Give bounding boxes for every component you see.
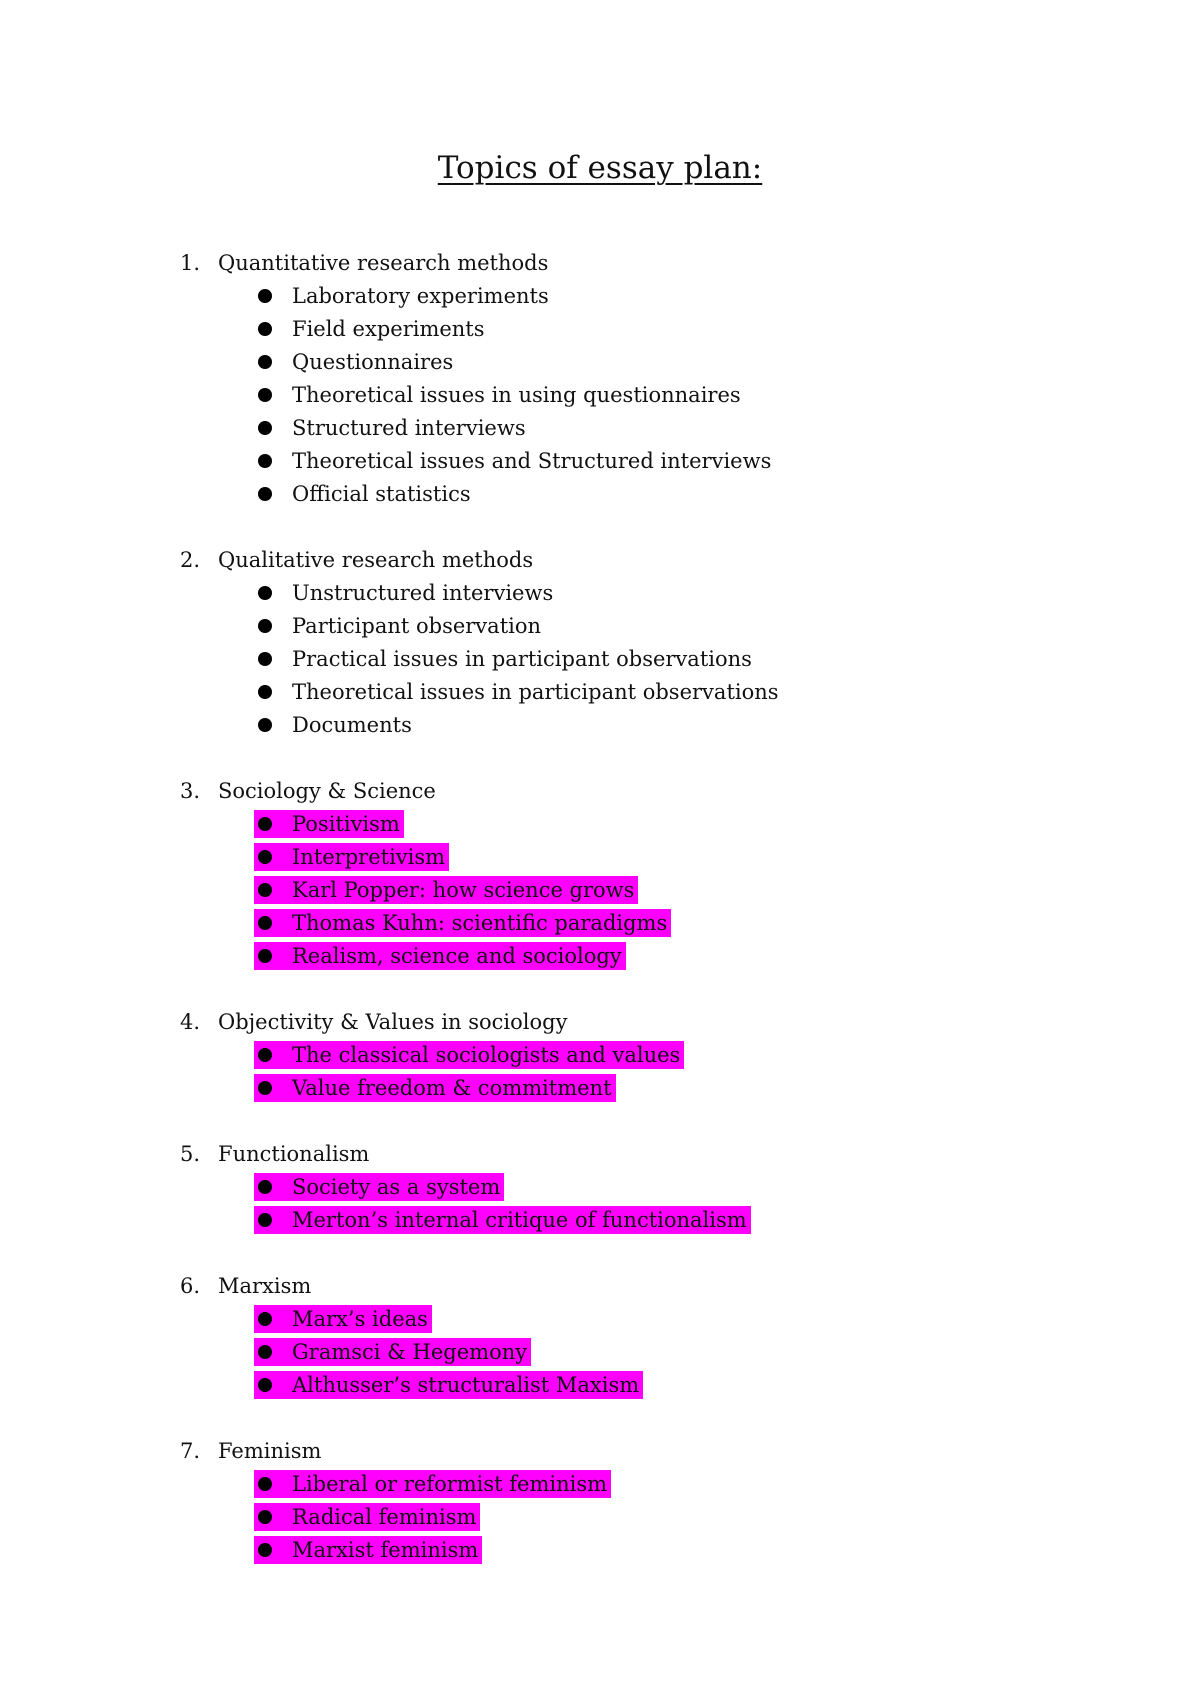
bullet-icon: [258, 718, 272, 732]
bullet-icon: [258, 949, 272, 963]
highlighted-text: [254, 1206, 751, 1234]
list-item-label: Official statistics: [292, 481, 471, 506]
bullet-icon: [258, 322, 272, 336]
list-item-content: [254, 381, 745, 409]
bullet-icon: [258, 850, 272, 864]
list-item-content: [254, 348, 457, 376]
bullet-icon: [258, 685, 272, 699]
subtopic-list: [180, 807, 1140, 972]
bullet-icon: [258, 652, 272, 666]
list-item-label: Liberal or reformist feminism: [292, 1471, 608, 1496]
list-item: [180, 444, 1140, 477]
list-item: [180, 279, 1140, 312]
list-item-label: Interpretivism: [292, 844, 446, 869]
list-item-content: [254, 447, 775, 475]
topic-section: [180, 543, 1140, 741]
bullet-icon: [258, 1477, 272, 1491]
list-item-label: Theoretical issues and Structured interviews: [292, 448, 772, 473]
topic-title: Objectivity & Values in sociology: [218, 1009, 568, 1034]
list-item: [180, 1170, 1140, 1203]
list-item: [180, 1533, 1140, 1566]
list-item-content: [254, 480, 475, 508]
topic-number: 1.: [180, 250, 201, 275]
list-item-label: Gramsci & Hegemony: [292, 1339, 528, 1364]
topic-section: [180, 1269, 1140, 1401]
list-item: [180, 1467, 1140, 1500]
list-item: [180, 873, 1140, 906]
bullet-icon: [258, 817, 272, 831]
highlighted-text: [254, 1041, 684, 1069]
bullet-icon: [258, 883, 272, 897]
list-item: [180, 642, 1140, 675]
topic-section: [180, 1137, 1140, 1236]
list-item: [180, 345, 1140, 378]
list-item: [180, 1038, 1140, 1071]
highlighted-text: [254, 810, 404, 838]
highlighted-text: [254, 1470, 611, 1498]
highlighted-text: [254, 1503, 480, 1531]
list-item-content: [254, 645, 756, 673]
topic-heading: [180, 246, 1140, 279]
subtopic-list: [180, 1170, 1140, 1236]
list-item-label: Structured interviews: [292, 415, 526, 440]
list-item: [180, 840, 1140, 873]
list-item: [180, 1203, 1140, 1236]
bullet-icon: [258, 421, 272, 435]
bullet-icon: [258, 586, 272, 600]
list-item: [180, 807, 1140, 840]
list-item-label: Field experiments: [292, 316, 485, 341]
highlighted-text: [254, 909, 671, 937]
topic-title: Quantitative research methods: [218, 250, 549, 275]
list-item: [180, 675, 1140, 708]
topic-heading: [180, 1137, 1140, 1170]
bullet-icon: [258, 1081, 272, 1095]
list-item-label: The classical sociologists and values: [292, 1042, 681, 1067]
bullet-icon: [258, 1378, 272, 1392]
bullet-icon: [258, 355, 272, 369]
bullet-icon: [258, 454, 272, 468]
list-item: [180, 1071, 1140, 1104]
list-item-content: [254, 414, 530, 442]
topic-title: Feminism: [218, 1438, 322, 1463]
topic-heading: [180, 1434, 1140, 1467]
list-item-label: Positivism: [292, 811, 400, 836]
topic-number: 3.: [180, 778, 201, 803]
list-item: [180, 939, 1140, 972]
list-item: [180, 708, 1140, 741]
list-item-label: Merton’s internal critique of functionalism: [292, 1207, 747, 1232]
topic-section: [180, 774, 1140, 972]
topic-list: [180, 246, 1140, 1599]
list-item-label: Value freedom & commitment: [292, 1075, 612, 1100]
highlighted-text: [254, 942, 626, 970]
list-item: [180, 378, 1140, 411]
list-item-content: [254, 282, 553, 310]
list-item-label: Radical feminism: [292, 1504, 477, 1529]
topic-heading: [180, 1269, 1140, 1302]
topic-section: [180, 1434, 1140, 1566]
bullet-icon: [258, 1510, 272, 1524]
highlighted-text: [254, 1305, 432, 1333]
highlighted-text: [254, 1074, 616, 1102]
page-title: Topics of essay plan:: [437, 150, 763, 186]
bullet-icon: [258, 619, 272, 633]
list-item: [180, 1302, 1140, 1335]
topic-section: [180, 246, 1140, 510]
list-item: [180, 411, 1140, 444]
highlighted-text: [254, 1371, 643, 1399]
list-item-content: [254, 612, 545, 640]
highlighted-text: [254, 876, 638, 904]
list-item-label: Questionnaires: [292, 349, 454, 374]
list-item-label: Documents: [292, 712, 412, 737]
list-item-label: Laboratory experiments: [292, 283, 549, 308]
bullet-icon: [258, 1180, 272, 1194]
list-item-content: [254, 711, 416, 739]
subtopic-list: [180, 576, 1140, 741]
list-item-label: Althusser’s structuralist Maxism: [292, 1372, 640, 1397]
bullet-icon: [258, 388, 272, 402]
list-item-content: [254, 315, 489, 343]
topic-title: Qualitative research methods: [218, 547, 534, 572]
highlighted-text: [254, 1338, 531, 1366]
bullet-icon: [258, 1213, 272, 1227]
topic-number: 2.: [180, 547, 201, 572]
list-item-label: Karl Popper: how science grows: [292, 877, 635, 902]
bullet-icon: [258, 1312, 272, 1326]
list-item-label: Marxist feminism: [292, 1537, 479, 1562]
topic-title: Marxism: [218, 1273, 312, 1298]
topic-heading: [180, 774, 1140, 807]
topic-title: Sociology & Science: [218, 778, 436, 803]
topic-number: 5.: [180, 1141, 201, 1166]
bullet-icon: [258, 1543, 272, 1557]
list-item: [180, 1500, 1140, 1533]
list-item-label: Participant observation: [292, 613, 542, 638]
list-item: [180, 906, 1140, 939]
topic-section: [180, 1005, 1140, 1104]
list-item: [180, 576, 1140, 609]
highlighted-text: [254, 843, 449, 871]
subtopic-list: [180, 1038, 1140, 1104]
topic-title: Functionalism: [218, 1141, 370, 1166]
list-item: [180, 609, 1140, 642]
bullet-icon: [258, 1345, 272, 1359]
list-item-label: Theoretical issues in participant observations: [292, 679, 779, 704]
bullet-icon: [258, 487, 272, 501]
topic-number: 4.: [180, 1009, 201, 1034]
list-item-label: Practical issues in participant observations: [292, 646, 752, 671]
topic-heading: [180, 543, 1140, 576]
list-item-label: Unstructured interviews: [292, 580, 554, 605]
topic-heading: [180, 1005, 1140, 1038]
subtopic-list: [180, 1302, 1140, 1401]
list-item-label: Thomas Kuhn: scientific paradigms: [292, 910, 668, 935]
bullet-icon: [258, 916, 272, 930]
list-item: [180, 1368, 1140, 1401]
list-item: [180, 312, 1140, 345]
topic-number: 6.: [180, 1273, 201, 1298]
list-item-label: Realism, science and sociology: [292, 943, 622, 968]
list-item-label: Marx’s ideas: [292, 1306, 428, 1331]
bullet-icon: [258, 1048, 272, 1062]
list-item: [180, 477, 1140, 510]
highlighted-text: [254, 1536, 482, 1564]
topic-number: 7.: [180, 1438, 201, 1463]
subtopic-list: [180, 279, 1140, 510]
list-item: [180, 1335, 1140, 1368]
list-item-label: Theoretical issues in using questionnaires: [292, 382, 741, 407]
list-item-label: Society as a system: [292, 1174, 501, 1199]
list-item-content: [254, 579, 557, 607]
list-item-content: [254, 678, 783, 706]
bullet-icon: [258, 289, 272, 303]
subtopic-list: [180, 1467, 1140, 1566]
highlighted-text: [254, 1173, 504, 1201]
